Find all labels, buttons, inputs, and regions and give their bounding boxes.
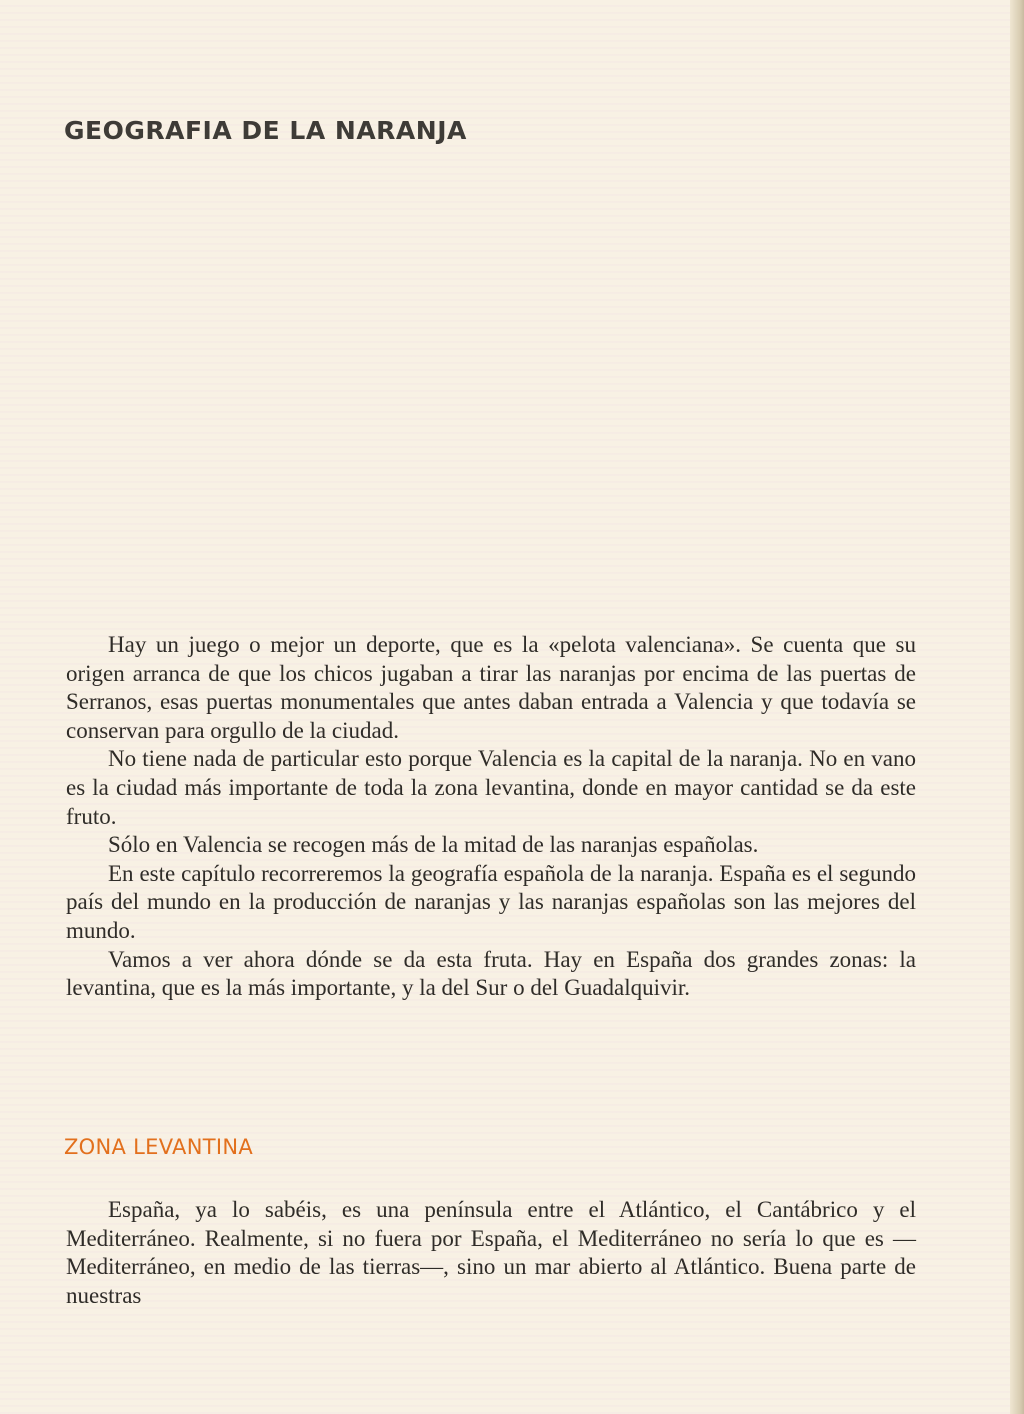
paragraph: Hay un juego o mejor un deporte, que es la «pelota valenciana». Se cuenta que su origen arranca de que los chicos jugaban a tirar las naranjas por encima de las puertas de Serranos, esas puertas monumentales que antes daban entrada a Valencia y que todavía se conservan para orgullo de la ciudad. bbox=[66, 632, 916, 743]
paragraph: Sólo en Valencia se recogen más de la mitad de las naranjas españolas. bbox=[108, 832, 759, 858]
section-heading: ZONA LEVANTINA bbox=[64, 1135, 254, 1159]
paragraph: Vamos a ver ahora dónde se da esta fruta. Hay en España dos grandes zonas: la levantina, que es la más importante, y la del Sur o del Guadalquivir. bbox=[66, 946, 916, 1001]
intro-text bbox=[66, 631, 916, 1003]
paragraph: En este capítulo recorreremos la geografía española de la naranja. España es el segundo país del mundo en la producción de naranjas y las naranjas españolas son las mejores del mundo. bbox=[66, 860, 916, 943]
paragraph: No tiene nada de particular esto porque Valencia es la capital de la naranja. No en vano es la ciudad más importante de toda la zona levantina, donde en mayor cantidad se da este fruto. bbox=[66, 746, 916, 829]
page-title: GEOGRAFIA DE LA NARANJA bbox=[64, 116, 467, 145]
paragraph: España, ya lo sabéis, es una península entre el Atlántico, el Cantábrico y el Mediterráneo. Realmente, si no fuera por España, el Mediterráneo no sería lo que es —Mediterráneo, en medio de las tierras—, sino un mar abierto al Atlántico. Buena parte de nuestras bbox=[66, 1197, 916, 1308]
page-spine-edge bbox=[1010, 0, 1024, 1414]
section-text bbox=[66, 1196, 916, 1310]
